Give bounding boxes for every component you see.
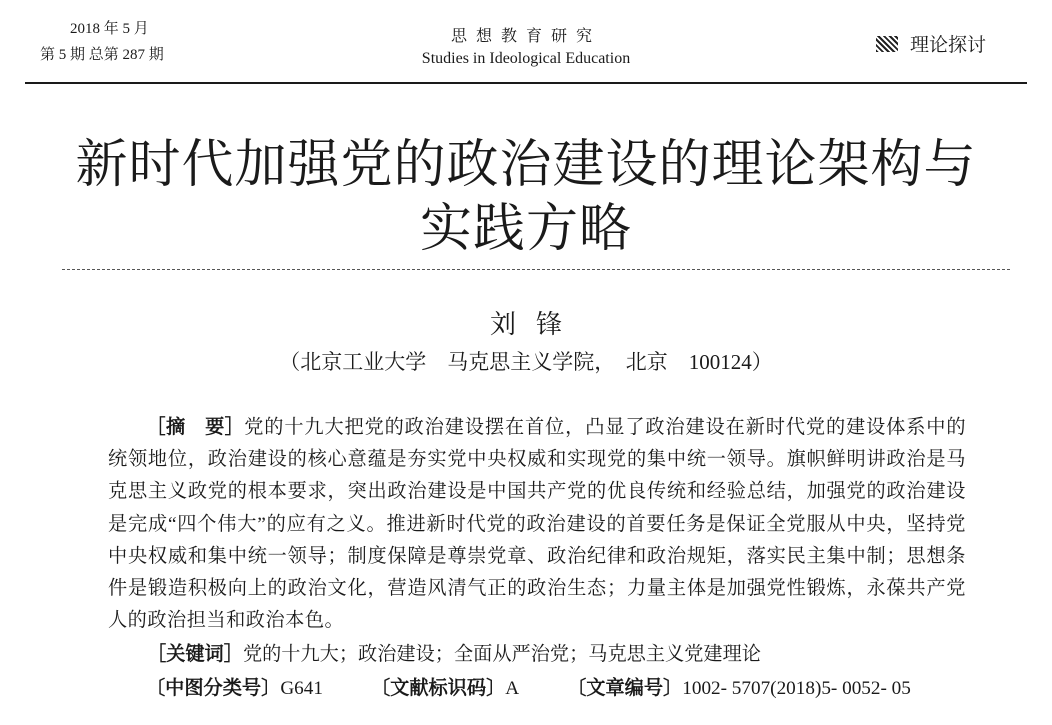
section-name: 理论探讨	[909, 35, 986, 56]
classification-line	[146, 673, 911, 700]
clc-value: G641	[280, 678, 323, 699]
abstract-text: 党的十九大把党的政治建设摆在首位，凸显了政治建设在新时代党的建设体系中的统领地位，政治建设的核心意蕴是夯实党中央权威和实现党的集中统一领导。旗帜鲜明讲政治是马克思主义政党的根本要求，突出政治建设是中国共产党的优良传统和经验总结，加强党的政治建设是完成“四个伟大”的应有之义。推进新时代党的政治建设的首要任务是保证全党服从中央，坚持党中央权威和集中统一领导；制度保障是尊崇党章、政治纪律和政治规矩，落实民主集中制；思想条件是锻造积极向上的政治文化，营造风清气正的政治生态；力量主体是加强党性锻炼，永葆共产党人的政治担当和政治本色。	[108, 417, 967, 632]
abstract	[108, 412, 966, 637]
author-affiliation: （北京工业大学 马克思主义学院， 北京 100124）	[279, 350, 773, 374]
header-rule	[25, 82, 1027, 84]
issue-date: 2018 年 5 月	[70, 21, 149, 37]
abstract-tag: ［摘 要］	[146, 417, 245, 438]
doc-code-tag: 〔文献标识码〕	[370, 678, 506, 699]
section-label	[876, 30, 986, 57]
article-title	[0, 134, 1052, 262]
doc-code-value: A	[505, 678, 520, 699]
title-line-2: 实践方略	[419, 201, 632, 258]
issue-number: 第 5 期 总第 287 期	[40, 47, 164, 63]
title-line-1: 新时代加强党的政治建设的理论架构与	[75, 137, 977, 194]
keywords-text: 党的十九大；政治建设；全面从严治党；马克思主义党建理论	[242, 644, 761, 665]
section-marker-icon	[876, 36, 898, 52]
keywords-tag: ［关键词］	[147, 644, 243, 665]
journal-name-en: Studies in Ideological Education	[421, 50, 631, 67]
author-name: 刘锋	[489, 310, 582, 339]
article-no-value: 1002- 5707(2018)5- 0052- 05	[682, 678, 911, 699]
clc-tag: 〔中图分类号〕	[146, 678, 281, 699]
keywords	[147, 639, 761, 666]
article-no-tag: 〔文章编号〕	[567, 678, 683, 699]
journal-name-cn: 思想教育研究	[450, 28, 601, 45]
title-divider	[62, 269, 1010, 270]
